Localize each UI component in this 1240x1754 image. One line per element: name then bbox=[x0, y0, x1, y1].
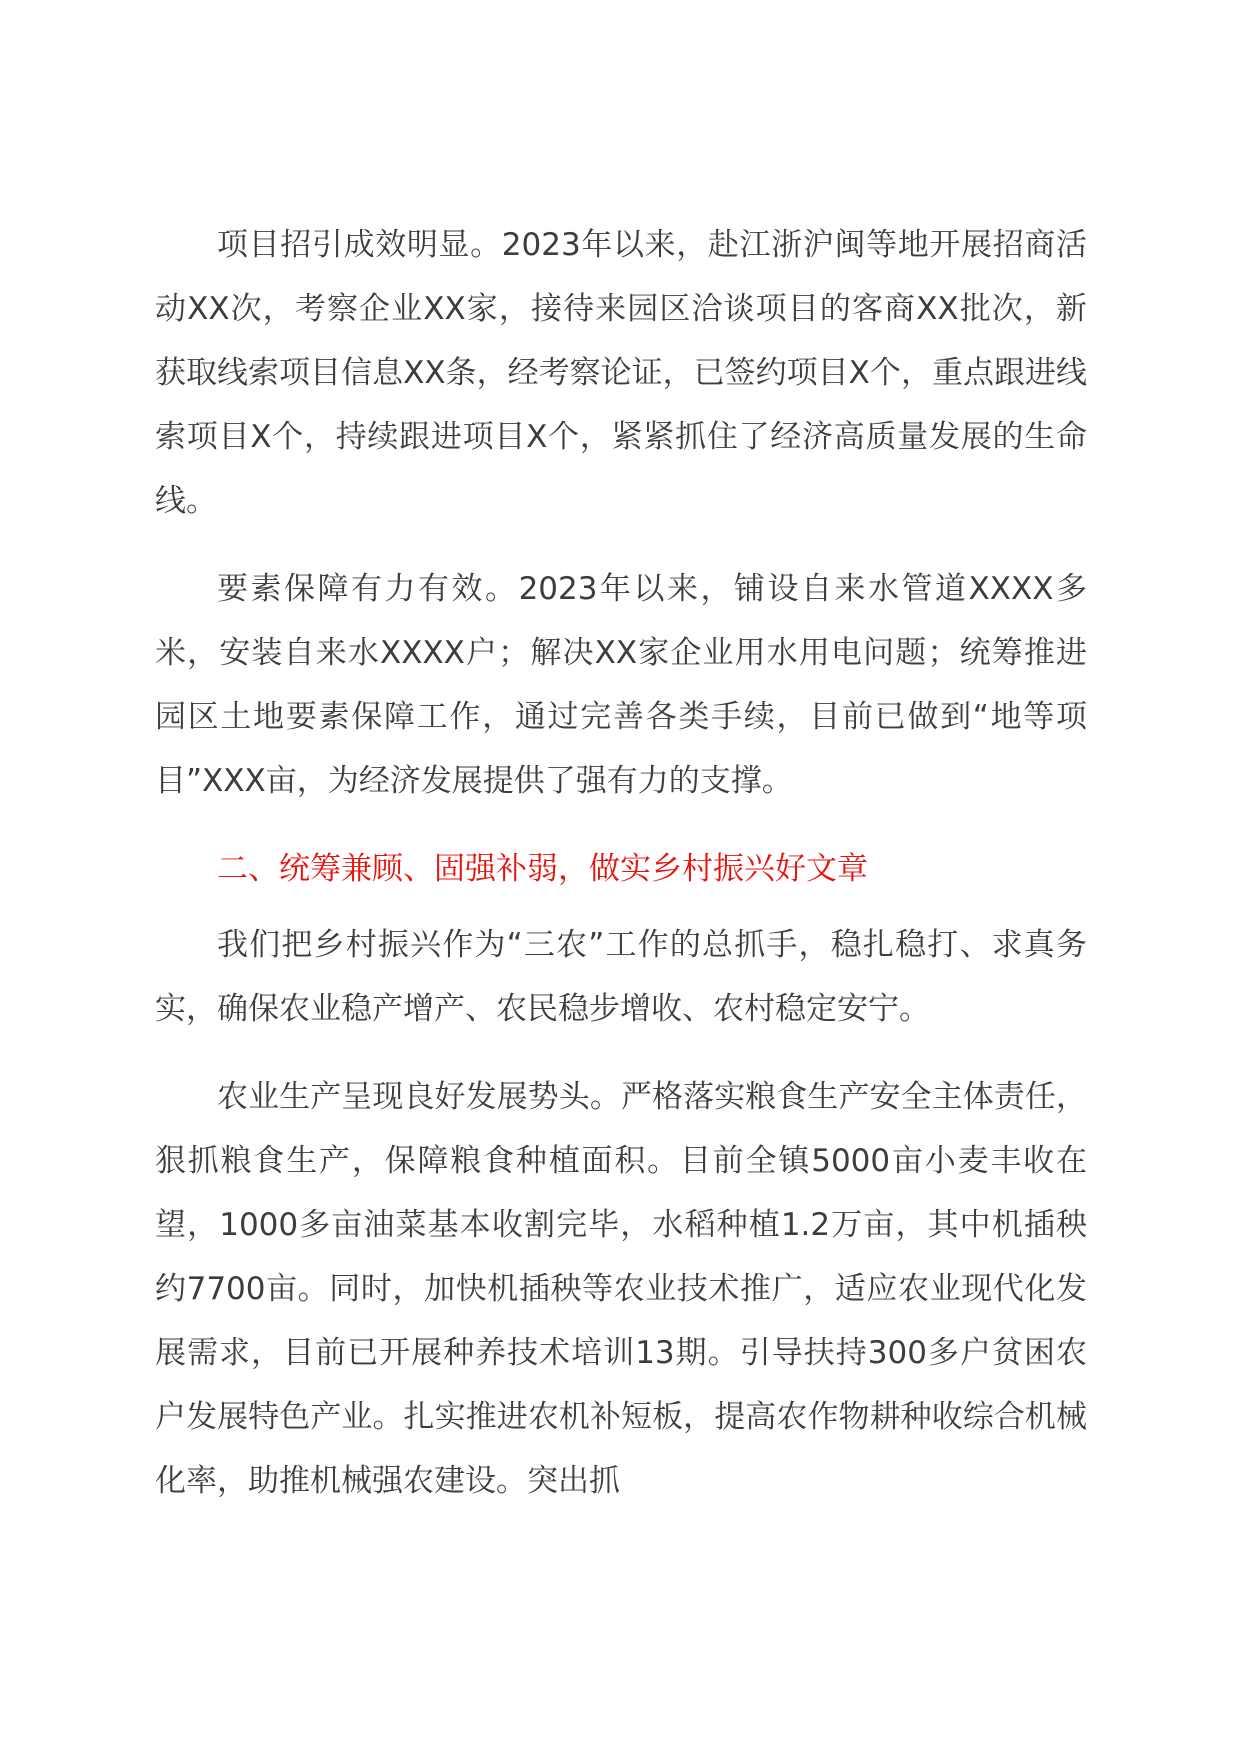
paragraph-rural-revitalization-intro: 我们把乡村振兴作为“三农”工作的总抓手，稳扎稳打、求真务实，确保农业稳产增产、农民稳步增收、农村稳定安宁。 bbox=[155, 927, 1087, 1027]
paragraph-project-attraction: 项目招引成效明显。2023年以来，赴江浙沪闽等地开展招商活动XX次，考察企业XX家，接待来园区洽谈项目的客商XX批次，新获取线索项目信息XX条，经考察论证，已签约项目X个，重点跟进线索项目X个，持续跟进项目X个，紧紧抓住了经济高质量发展的生命线。 bbox=[155, 227, 1087, 519]
section-heading-rural-revitalization: 二、统筹兼顾、固强补弱，做实乡村振兴好文章 bbox=[217, 851, 868, 887]
document-body bbox=[155, 213, 1087, 1537]
paragraph-factor-guarantee: 要素保障有力有效。2023年以来，铺设自来水管道XXXX多米，安装自来水XXXX户；解决XX家企业用水用电问题；统筹推进园区土地要素保障工作，通过完善各类手续，目前已做到“地等项目”XXX亩，为经济发展提供了强有力的支撑。 bbox=[155, 571, 1087, 799]
paragraph-agricultural-production: 农业生产呈现良好发展势头。严格落实粮食生产安全主体责任，狠抓粮食生产，保障粮食种植面积。目前全镇5000亩小麦丰收在望，1000多亩油菜基本收割完毕，水稻种植1.2万亩，其中机插秧约7700亩。同时，加快机插秧等农业技术推广，适应农业现代化发展需求，目前已开展种养技术培训13期。引导扶持300多户贫困农户发展特色产业。扎实推进农机补短板，提高农作物耕种收综合机械化率，助推机械强农建设。突出抓 bbox=[155, 1079, 1087, 1499]
